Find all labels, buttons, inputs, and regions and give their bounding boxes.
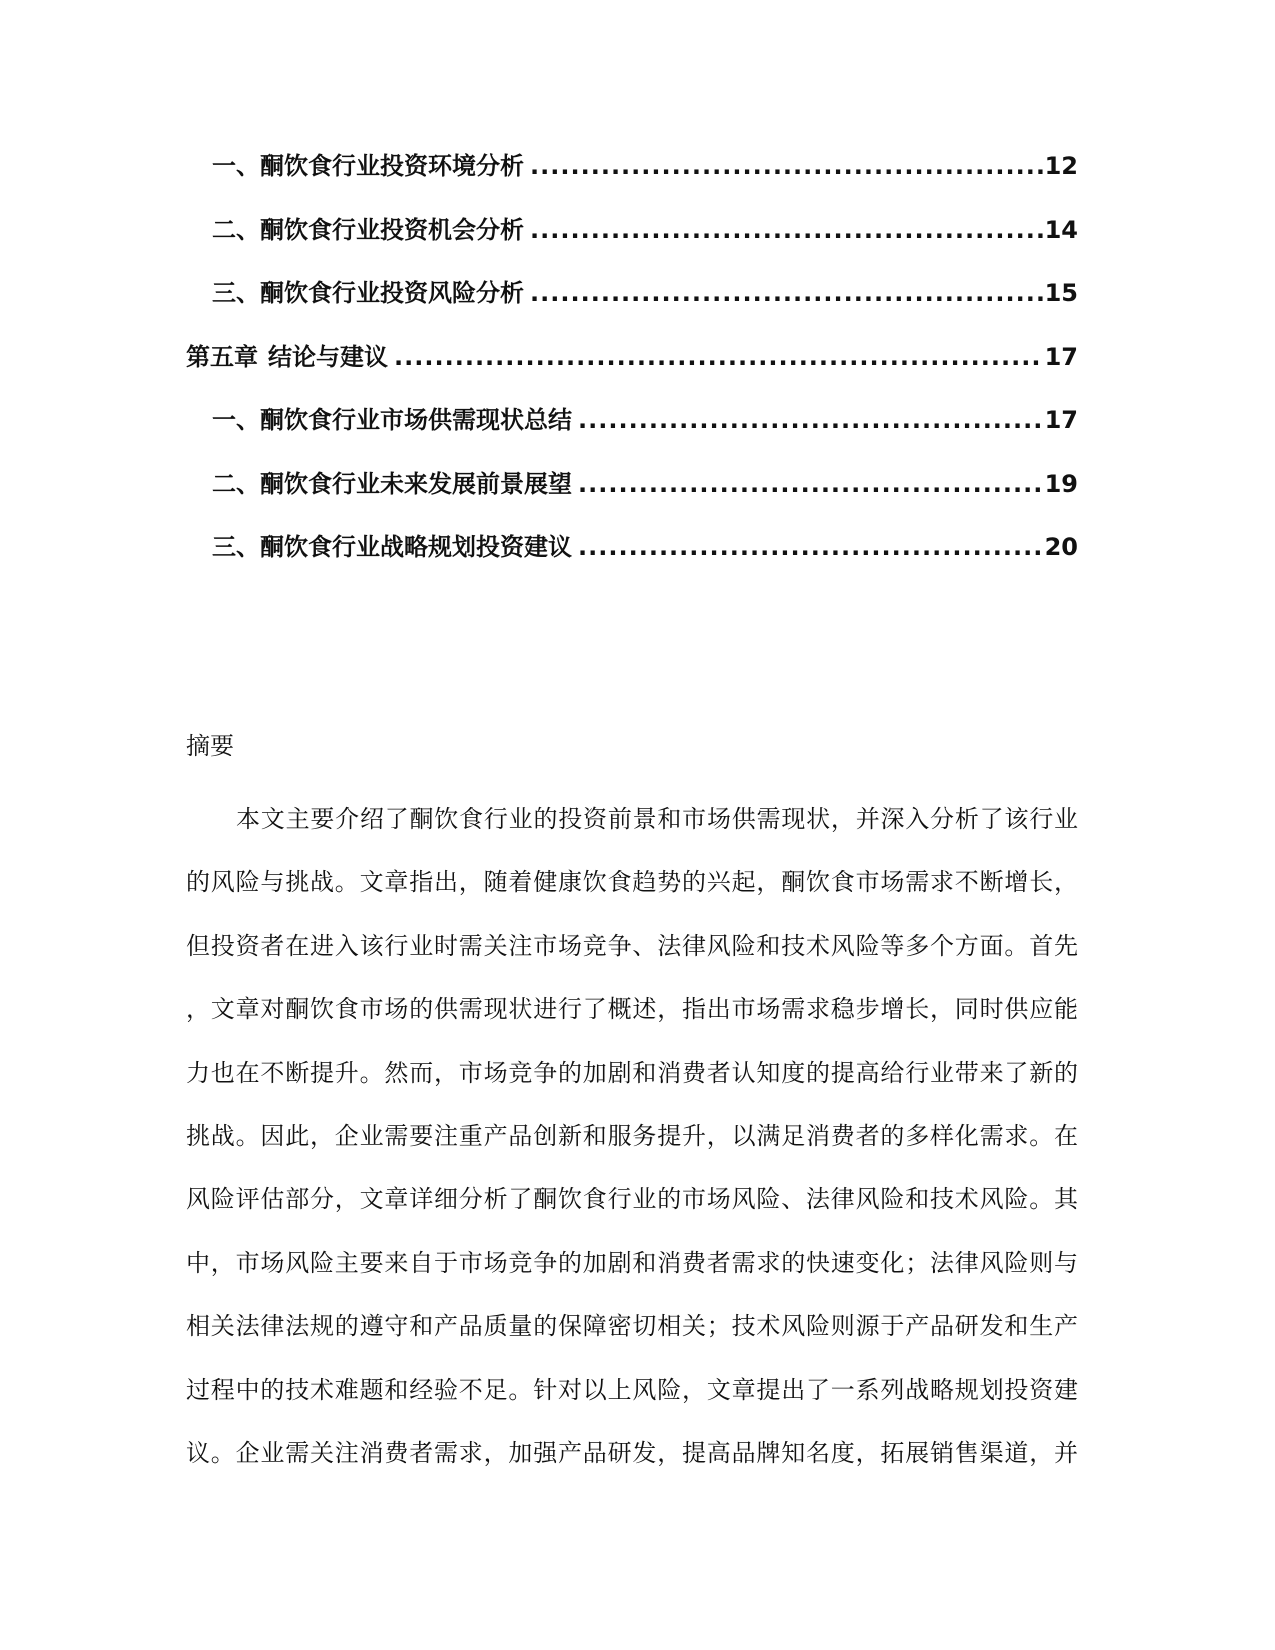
toc-entry-number: 三、 — [212, 279, 260, 307]
abstract-line: ，文章对酮饮食市场的供需现状进行了概述，指出市场需求稳步增长，同时供应能 — [186, 995, 1078, 1024]
abstract-line: 相关法律法规的遵守和产品质量的保障密切相关；技术风险则源于产品研发和生产 — [186, 1312, 1078, 1341]
abstract-line: 力也在不断提升。然而，市场竞争的加剧和消费者认知度的提高给行业带来了新的 — [186, 1058, 1078, 1087]
toc-entry-number: 二、 — [212, 469, 260, 498]
toc-chapter-title: 结论与建议 — [268, 342, 388, 371]
toc-dot-leader — [530, 216, 1043, 244]
abstract-line: 本文主要介绍了酮饮食行业的投资前景和市场供需现状，并深入分析了该行业 — [236, 805, 1078, 833]
toc-dot-leader — [530, 279, 1043, 307]
abstract-line: 挑战。因此，企业需要注重产品创新和服务提升，以满足消费者的多样化需求。在 — [186, 1121, 1078, 1150]
table-of-contents — [186, 146, 1078, 591]
toc-dot-leader — [578, 533, 1043, 561]
abstract-line: 但投资者在进入该行业时需关注市场竞争、法律风险和技术风险等多个方面。首先 — [186, 931, 1078, 960]
toc-chapter-number: 第五章 — [186, 342, 258, 371]
abstract-line: 议。企业需关注消费者需求，加强产品研发，提高品牌知名度，拓展销售渠道，并 — [186, 1438, 1078, 1467]
toc-entry-page: 15 — [1044, 279, 1078, 307]
toc-entry[interactable] — [186, 400, 1078, 464]
toc-entry[interactable] — [186, 210, 1078, 274]
toc-entry-page: 20 — [1044, 533, 1078, 561]
toc-dot-leader — [530, 152, 1043, 180]
toc-entry-title: 酮饮食行业市场供需现状总结 — [260, 406, 572, 434]
toc-entry[interactable] — [186, 273, 1078, 337]
toc-dot-leader — [578, 406, 1043, 434]
abstract-line: 的风险与挑战。文章指出，随着健康饮食趋势的兴起，酮饮食市场需求不断增长， — [186, 868, 1078, 897]
abstract-heading: 摘要 — [186, 732, 234, 760]
toc-entry-title: 酮饮食行业战略规划投资建议 — [260, 533, 572, 561]
toc-entry-number: 三、 — [212, 533, 260, 561]
toc-dot-leader — [578, 470, 1043, 498]
toc-entry-page: 14 — [1044, 215, 1078, 244]
toc-chapter-entry[interactable] — [186, 337, 1078, 401]
abstract-line: 风险评估部分，文章详细分析了酮饮食行业的市场风险、法律风险和技术风险。其 — [186, 1185, 1078, 1214]
toc-entry-number: 一、 — [212, 406, 260, 434]
abstract-line: 过程中的技术难题和经验不足。针对以上风险，文章提出了一系列战略规划投资建 — [186, 1375, 1078, 1404]
toc-entry-title: 酮饮食行业投资机会分析 — [260, 215, 524, 244]
toc-entry-number: 一、 — [212, 152, 260, 180]
toc-entry[interactable] — [186, 464, 1078, 528]
toc-entry-page: 17 — [1044, 406, 1078, 434]
toc-entry-title: 酮饮食行业投资环境分析 — [260, 152, 524, 180]
toc-entry[interactable] — [186, 146, 1078, 210]
abstract-line: 中，市场风险主要来自于市场竞争的加剧和消费者需求的快速变化；法律风险则与 — [186, 1248, 1078, 1277]
abstract-body — [186, 788, 1078, 1485]
toc-entry-page: 19 — [1044, 469, 1078, 498]
toc-dot-leader — [394, 343, 1043, 371]
toc-entry-title: 酮饮食行业未来发展前景展望 — [260, 469, 572, 498]
toc-entry-title: 酮饮食行业投资风险分析 — [260, 279, 524, 307]
toc-entry-number: 二、 — [212, 215, 260, 244]
toc-entry-page: 12 — [1044, 152, 1078, 180]
toc-entry-page: 17 — [1044, 342, 1078, 371]
toc-entry[interactable] — [186, 527, 1078, 591]
